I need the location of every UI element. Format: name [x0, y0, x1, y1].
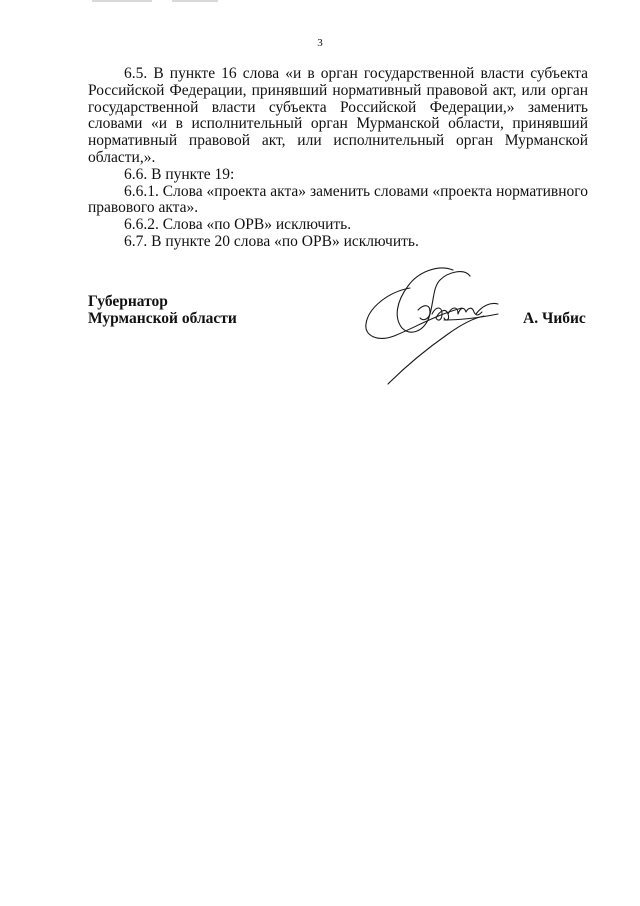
signatory-title	[88, 293, 237, 327]
paragraph-6-6: 6.6. В пункте 19:	[124, 165, 235, 183]
signatory-name: А. Чибис	[523, 310, 586, 327]
paragraph-6-6-1: 6.6.1. Слова «проекта акта» заменить словами «проекта нормативного правового акта».	[88, 182, 588, 217]
paragraph-6-6-2: 6.6.2. Слова «по ОРВ» исключить.	[124, 216, 352, 234]
paragraph-6-5: 6.5. В пункте 16 слова «и в орган государственной власти субъекта Российской Федерации, принявший нормативный правовой акт, или орган государственной власти субъекта Российской Федерации,» заменить словами «и в исполнительный орган Мурманской области, принявший нормативный правовой акт, или исполнительный орган Мурманской области,».	[88, 65, 588, 166]
signatory-title-line-2: Мурманской области	[88, 310, 237, 327]
paragraph-6-7: 6.7. В пункте 20 слова «по ОРВ» исключить.	[124, 232, 419, 250]
signature-block	[0, 0, 640, 420]
handwritten-signature	[358, 258, 518, 388]
signatory-title-line-1: Губернатор	[88, 293, 168, 310]
page-number: 3	[317, 37, 323, 49]
